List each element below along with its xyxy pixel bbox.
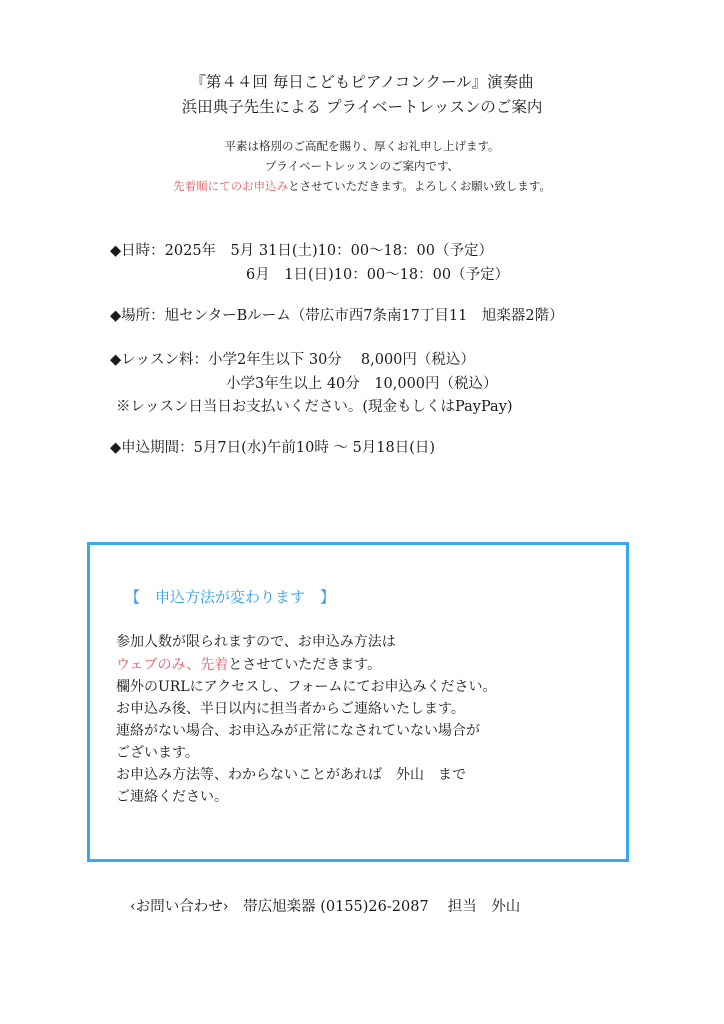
fee-note: ※レッスン日当日お支払いください。(現金もしくはPayPay) <box>116 399 513 415</box>
place-line: ◆場所：旭センターBルーム（帯広市西7条南17丁目11 旭楽器2階） <box>110 308 564 324</box>
page-title: 『第４４回 毎日こどもピアノコンクール』演奏曲 <box>190 73 534 91</box>
intro-line-1: 平素は格別のご高配を賜り、厚くお礼申し上げます。 <box>224 139 500 153</box>
notice-line-7: お申込み方法等、わからないことがあれば 外山 まで <box>116 767 466 783</box>
notice-line-6: ございます。 <box>116 745 199 761</box>
notice-highlight: ウェブのみ、先着 <box>116 657 229 673</box>
contact-info: ‹お問い合わせ› 帯広旭楽器 (0155)26-2087 担当 外山 <box>130 899 521 915</box>
notice-line-1: 参加人数が限られますので、お申込み方法は <box>116 634 396 650</box>
fee-line-2: 小学3年生以上 40分 10,000円（税込） <box>226 376 498 392</box>
page-subtitle: 浜田典子先生による プライベートレッスンのご案内 <box>181 98 543 116</box>
notice-box <box>87 542 629 862</box>
intro-line-3-rest: とさせていただきます。よろしくお願い致します。 <box>288 179 551 193</box>
notice-line-3: 欄外のURLにアクセスし、フォームにてお申込みください。 <box>116 679 497 695</box>
application-period: ◆申込期間：5月7日(水)午前10時 〜 5月18日(日) <box>110 440 436 456</box>
date-line-1: ◆日時：2025年 5月 31日(土)10：00〜18：00（予定） <box>110 243 493 259</box>
notice-line-2 <box>116 654 381 674</box>
fee-line-1: ◆レッスン料：小学2年生以下 30分 8,000円（税込） <box>110 352 475 368</box>
notice-line-4: お申込み後、半日以内に担当者からご連絡いたします。 <box>116 701 465 717</box>
notice-line-5: 連絡がない場合、お申込みが正常になされていない場合が <box>116 723 480 739</box>
intro-line-2: プライベートレッスンのご案内です、 <box>264 159 460 173</box>
intro-line-3 <box>0 178 724 194</box>
notice-line-2-rest: とさせていただきます。 <box>228 657 382 673</box>
date-line-2: 6月 1日(日)10：00〜18：00（予定） <box>246 267 510 283</box>
notice-line-8: ご連絡ください。 <box>116 789 228 805</box>
intro-highlight: 先着順にてのお申込み <box>173 179 289 193</box>
notice-heading: 【 申込方法が変わります 】 <box>125 588 336 606</box>
